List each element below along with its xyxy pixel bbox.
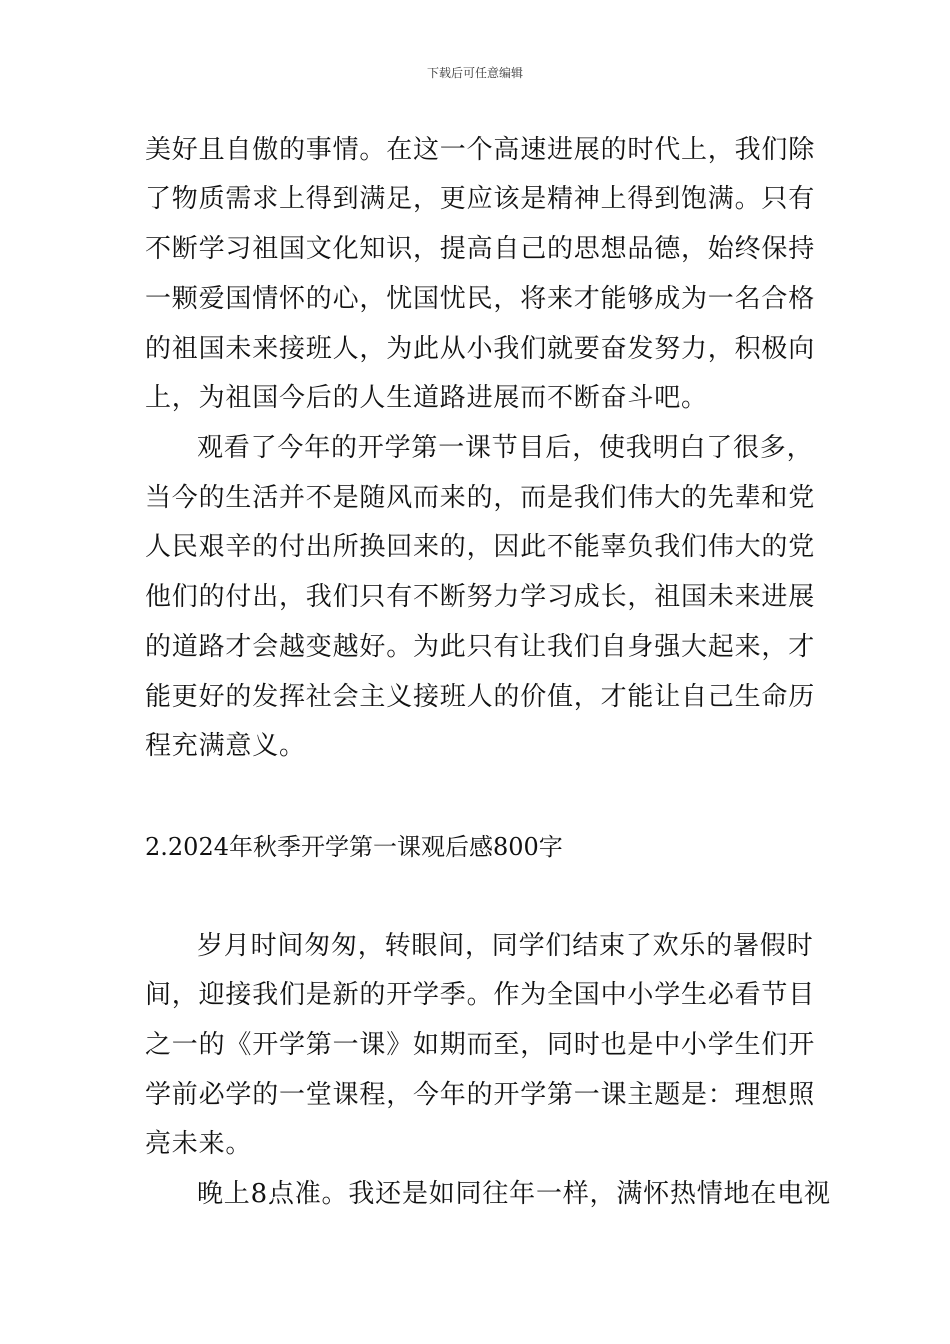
paragraph-line: 观看了今年的开学第一课节目后，使我明白了很多， [197,433,814,463]
paragraph-line: 的祖国未来接班人，为此从小我们就要奋发努力，积极向 [145,334,816,364]
paragraph-line: 不断学习祖国文化知识，提高自己的思想品德，始终保持 [145,234,816,264]
paragraph-line: 美好且自傲的事情。在这一个高速进展的时代上，我们除 [145,135,816,165]
paragraph-line: 一颗爱国情怀的心，忧国忧民，将来才能够成为一名合格 [145,284,816,314]
paragraph-line: 他们的付出，我们只有不断努力学习成长，祖国未来进展 [145,582,816,612]
paragraph-line: 了物质需求上得到满足，更应该是精神上得到饱满。只有 [145,184,816,214]
paragraph-line: 之一的《开学第一课》如期而至，同时也是中小学生们开 [145,1030,816,1060]
paragraph-line: 的道路才会越变越好。为此只有让我们自身强大起来，才 [145,632,816,662]
paragraph-line: 亮未来。 [145,1129,253,1159]
paragraph-line: 晚上8点准。我还是如同往年一样，满怀热情地在电视 [197,1179,831,1209]
paragraph-line: 学前必学的一堂课程，今年的开学第一课主题是：理想照 [145,1080,816,1110]
paragraph-line: 程充满意义。 [145,731,306,761]
section-heading: 2.2024年秋季开学第一课观后感800字 [145,833,563,861]
paragraph-line: 能更好的发挥社会主义接班人的价值，才能让自己生命历 [145,682,816,712]
paragraph-line: 间，迎接我们是新的开学季。作为全国中小学生必看节目 [145,980,816,1010]
paragraph-line: 人民艰辛的付出所换回来的，因此不能辜负我们伟大的党 [145,532,816,562]
page-header: 下载后可任意编辑 [426,66,523,80]
paragraph-line: 当今的生活并不是随风而来的，而是我们伟大的先辈和党 [145,483,816,513]
paragraph-line: 岁月时间匆匆，转眼间，同学们结束了欢乐的暑假时 [197,931,814,961]
paragraph-line: 上，为祖国今后的人生道路进展而不断奋斗吧。 [145,383,708,413]
